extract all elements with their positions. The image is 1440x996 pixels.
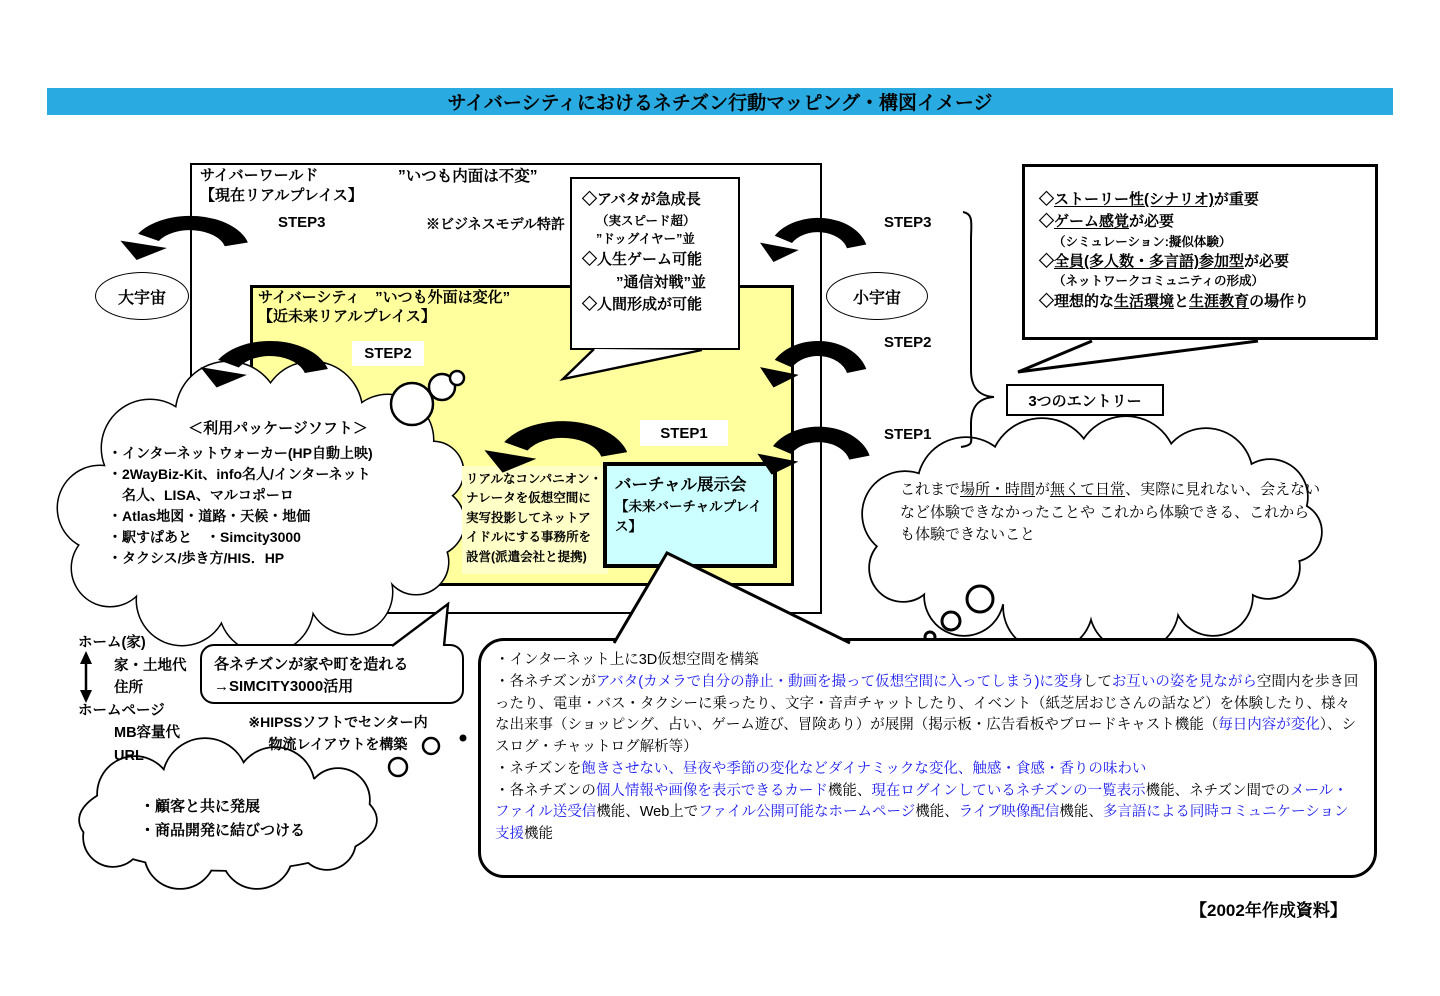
main-feature-bubble: ・インターネット上に3D仮想空間を構築 ・各ネチズンがアバタ(カメラで自分の静止・動画を撮って仮想空間に入ってしまう)に変身してお互いの姿を見ながら空間内を歩き回ったり、電車・バス・タクシーに乗ったり、文字・音声チャットしたり、イベント（紙芝居おじさんの話など）を体験したり、様々な出来事（ショッピング、占い、ゲーム遊び、冒険あり）が展開（掲示板・広告看板やブロードキャスト機能（毎日内容が変化）、シスログ・チャットログ解析等） ・ネチズンを飽きさせない、昼夜や季節の変化などダイナミックな変化、触感・食感・香りの味わい ・各ネチズンの個人情報や画像を表示できるカード機能、現在ログインしているネチズンの一覧表示機能、ネチズン間でのメール・ファイル送受信機能、Web上でファイル公開可能なホームページ機能、ライブ映像配信機能、多言語による同時コミュニケーション支援機能 — [478, 638, 1377, 878]
virtual-expo-place: 【未来バーチャルプレイス】 — [615, 499, 762, 534]
step2-label-left: STEP2 — [352, 341, 424, 366]
macro-universe-ellipse: 大宇宙 — [95, 272, 189, 320]
home-item: 住所 — [114, 680, 143, 696]
inner-motto-label: ”いつも内面は不変” — [398, 168, 538, 185]
main-bubble-tail — [614, 553, 850, 643]
step1-label-center: STEP1 — [640, 420, 728, 446]
arc-arrow-step3-left — [120, 216, 247, 260]
hipss-line1: ※HIPSSソフトでセンター内 — [248, 714, 428, 730]
customer-cloud-text: ・顧客と共に発展 ・商品開発に結びつける — [140, 798, 306, 839]
cyber-city-place: 【近未来リアルプレイス】 — [258, 307, 436, 325]
home-item: 家・土地代 — [114, 657, 187, 674]
cyber-city-name: サイバーシティ ”いつも外面は変化” — [258, 289, 511, 306]
step3-label-left: STEP3 — [278, 214, 326, 231]
cyber-world-place: 【現在リアルプレイス】 — [200, 186, 363, 204]
homepage-item: MB容量代 — [114, 725, 181, 741]
arc-arrow-step1-center — [484, 421, 627, 472]
entry-requirements-box: ◇ストーリー性(シナリオ)が重要 ◇ゲーム感覚が必要 （シミュレーション:擬似体験） ◇全員(多人数・多言語)参加型が必要 （ネットワークコミュニティの形成） ◇理想的な生活環境と生涯教育の場作り — [1022, 164, 1378, 340]
homepage-title: ホームページ — [78, 702, 165, 719]
virtual-expo-name: バーチャル展示会 — [615, 476, 747, 494]
avatar-box-tail — [563, 349, 702, 379]
arc-arrow-step2-left — [200, 341, 328, 388]
experience-cloud-text: これまで場所・時間が無くて日常、実際に見れない、会えないなど体験できなかったことや これから体験できる、これからも体験できないこと — [900, 481, 1321, 543]
hipss-line2: 物流レイアウトを構築 — [268, 735, 408, 752]
homepage-item: URL — [114, 747, 144, 764]
avatar-growth-box: ◇アバタが急成長 （実スピード超） ”ドッグイヤー”並 ◇人生ゲーム可能 ”通信対戦”並 ◇人間形成が可能 — [570, 177, 740, 350]
simcity-line2: →SIMCITY3000活用 — [214, 677, 354, 695]
three-entries-box: 3つのエントリー — [1006, 384, 1164, 416]
arc-arrow-step3-right — [760, 218, 866, 262]
cyber-world-name: サイバーワールド — [200, 167, 319, 184]
micro-universe-ellipse: 小宇宙 — [826, 272, 928, 320]
package-cloud-items: ・インターネットウォーカー(HP自動上映) ・2WayBiz-Kit、info名人/インターネット 名人、LISA、マルコポーロ ・Atlas地図・道路・天候・地価 ・駅すぱあと ・Simcity3000 ・タクシス/歩き方/HIS．HP — [108, 444, 373, 566]
arc-arrow-step1-right — [757, 427, 869, 475]
step3-label-right: STEP3 — [884, 214, 932, 231]
step2-label-right: STEP2 — [884, 334, 932, 351]
arc-arrow-step2-right — [760, 341, 866, 388]
business-model-patent-note: ※ビジネスモデル特許 — [426, 216, 565, 232]
footer-note: 【2002年作成資料】 — [1190, 901, 1347, 920]
package-cloud-title: ＜利用パッケージソフト＞ — [188, 420, 368, 437]
companion-note: リアルなコンパニオン・ ナレータを仮想空間に 実写投影してネットア イドルにする事務所を 設営(派遣会社と提携) — [462, 466, 608, 574]
entry-box-tail — [1018, 341, 1258, 372]
simcity-box-tail — [392, 604, 448, 646]
page-title: サイバーシティにおけるネチズン行動マッピング・構図イメージ — [447, 93, 993, 114]
simcity-line1: 各ネチズンが家や町を造れる — [214, 656, 409, 673]
home-title: ホーム(家) — [78, 635, 146, 651]
step1-label-right: STEP1 — [884, 426, 932, 443]
